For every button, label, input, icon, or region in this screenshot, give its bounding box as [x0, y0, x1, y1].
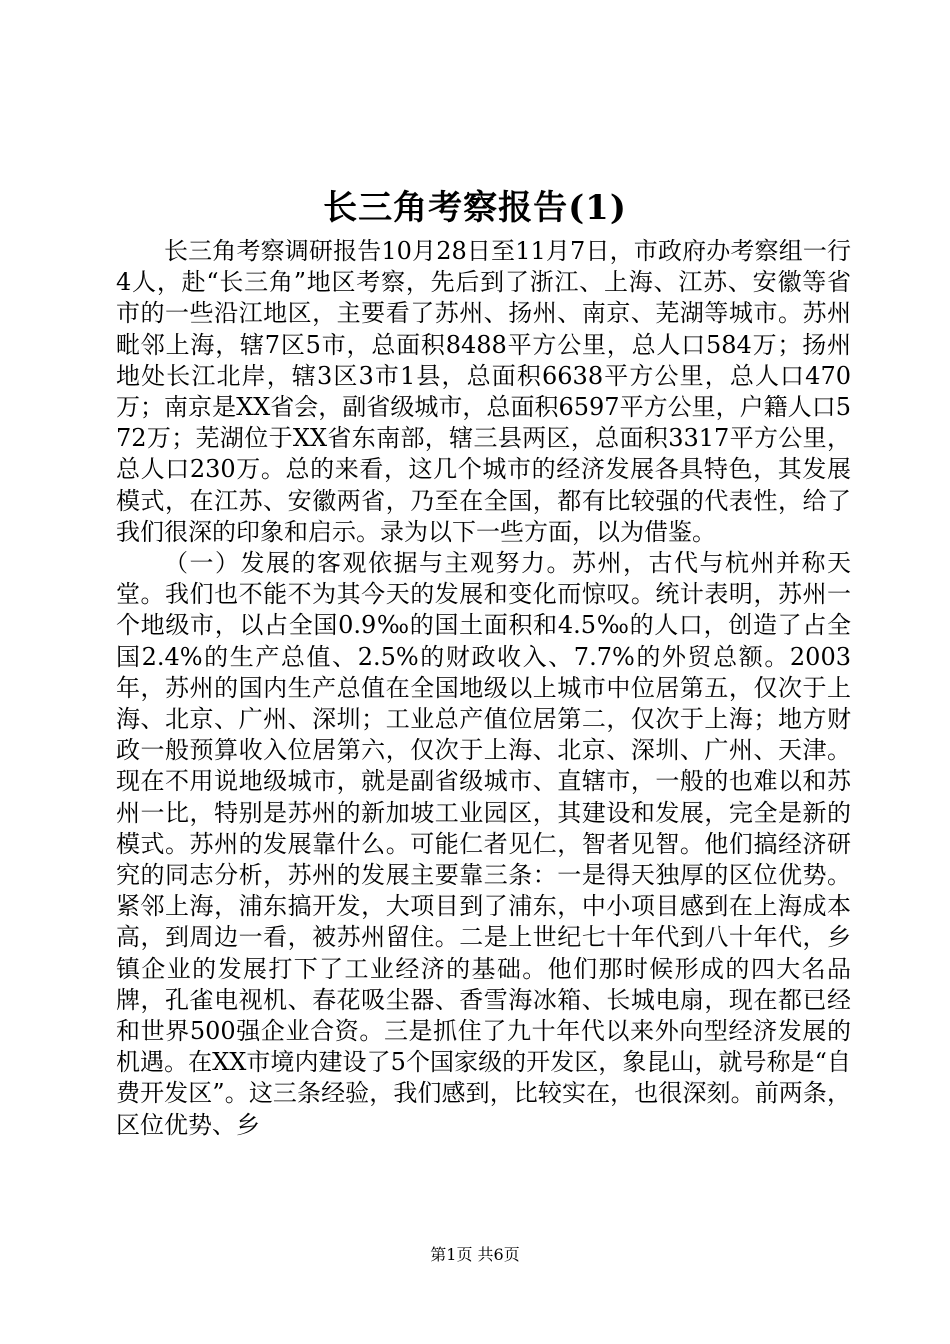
paragraph-section-1: （一）发展的客观依据与主观努力。苏州，古代与杭州并称天堂。我们也不能不为其今天的发展和变化而惊叹。统计表明，苏州一个地级市，以占全国0.9‰的国土面积和4.5‰的人口，创造了占全国2.4%的生产总值、2.5%的财政收入、7.7%的外贸总额。2003年，苏州的国内生产总值在全国地级以上城市中位居第五，仅次于上海、北京、广州、深圳；工业总产值位居第二，仅次于上海；地方财政一般预算收入位居第六，仅次于上海、北京、深圳、广州、天津。现在不用说地级城市，就是副省级城市、直辖市，一般的也难以和苏州一比，特别是苏州的新加坡工业园区，其建设和发展，完全是新的模式。苏州的发展靠什么。可能仁者见仁，智者见智。他们搞经济研究的同志分析，苏州的发展主要靠三条：一是得天独厚的区位优势。紧邻上海，浦东搞开发，大项目到了浦东，中小项目感到在上海成本高，到周边一看，被苏州留住。二是上世纪七十年代到八十年代，乡镇企业的发展打下了工业经济的基础。他们那时候形成的四大名品牌，孔雀电视机、春花吸尘器、香雪海冰箱、长城电扇，现在都已经和世界500强企业合资。三是抓住了九十年代以来外向型经济发展的机遇。在XX市境内建设了5个国家级的开发区，象昆山，就号称是“自费开发区”。这三条经验，我们感到，比较实在，也很深刻。前两条，区位优势、乡: [116, 549, 851, 1139]
document-title: 长三角考察报告(1): [323, 188, 627, 228]
paragraph-intro: 长三角考察调研报告10月28日至11月7日，市政府办考察组一行4人，赴“长三角”地区考察，先后到了浙江、上海、江苏、安徽等省市的一些沿江地区，主要看了苏州、扬州、南京、芜湖等城市。苏州毗邻上海，辖7区5市，总面积8488平方公里，总人口584万；扬州地处长江北岸，辖3区3市1县，总面积6638平方公里，总人口470万；南京是XX省会，副省级城市，总面积6597平方公里，户籍人口572万；芜湖位于XX省东南部，辖三县两区，总面积3317平方公里，总人口230万。总的来看，这几个城市的经济发展各具特色，其发展模式，在江苏、安徽两省，乃至在全国，都有比较强的代表性，给了我们很深的印象和启示。录为以下一些方面，以为借鉴。: [116, 237, 851, 546]
page-footer: 第1页 共6页: [430, 1245, 520, 1264]
document-body: [116, 236, 851, 1141]
